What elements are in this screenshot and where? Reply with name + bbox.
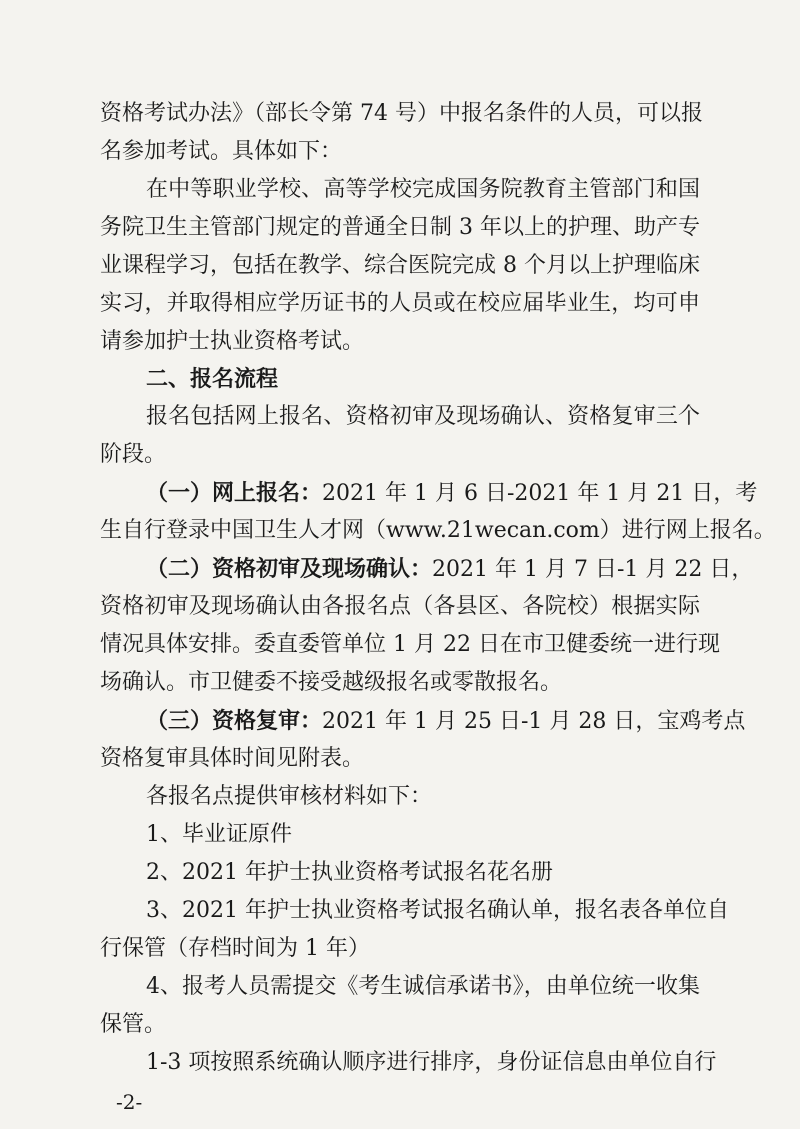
text-line: 业课程学习，包括在教学、综合医院完成 8 个月以上护理临床	[100, 253, 700, 278]
text-line	[146, 478, 758, 508]
text-line: 情况具体安排。委直委管单位 1 月 22 日在市卫健委统一进行现	[100, 632, 720, 657]
text-line: 各报名点提供审核材料如下：	[146, 784, 433, 809]
text-span: 2021 年 1 月 6 日-2021 年 1 月 21 日，考	[322, 481, 758, 506]
text-line: 名参加考试。具体如下：	[100, 139, 343, 164]
list-item: 2、2021 年护士执业资格考试报名花名册	[146, 860, 553, 885]
text-line	[146, 554, 754, 584]
text-line: 报名包括网上报名、资格初审及现场确认、资格复审三个	[146, 404, 700, 429]
text-span: 2021 年 1 月 7 日-1 月 22 日，	[432, 557, 754, 582]
text-line: 阶段。	[100, 442, 167, 467]
section-heading: 二、报名流程	[146, 366, 279, 392]
text-line: 资格复审具体时间见附表。	[100, 746, 365, 771]
text-line: 务院卫生主管部门规定的普通全日制 3 年以上的护理、助产专	[100, 215, 700, 240]
text-line: 实习，并取得相应学历证书的人员或在校应届毕业生，均可申	[100, 291, 700, 316]
text-span: 2021 年 1 月 25 日-1 月 28 日，宝鸡考点	[322, 709, 746, 734]
text-line: 请参加护士执业资格考试。	[100, 329, 365, 354]
subheading-re-examination: （三）资格复审：	[146, 708, 323, 734]
text-line	[146, 706, 746, 736]
text-line: 场确认。市卫健委不接受越级报名或零散报名。	[100, 670, 563, 695]
subheading-preliminary-review: （二）资格初审及现场确认：	[146, 556, 433, 582]
list-item: 4、报考人员需提交《考生诚信承诺书》，由单位统一收集	[146, 974, 700, 999]
text-line: 资格考试办法》（部长令第 74 号）中报名条件的人员，可以报	[100, 101, 703, 126]
text-line: 资格初审及现场确认由各报名点（各县区、各院校）根据实际	[100, 594, 700, 619]
text-line: 生自行登录中国卫生人才网（www.21wecan.com）进行网上报名。	[100, 518, 776, 543]
list-item: 1、毕业证原件	[146, 822, 292, 847]
page-number: -2-	[116, 1090, 143, 1114]
text-line: 1-3 项按照系统确认顺序进行排序，身份证信息由单位自行	[146, 1050, 717, 1075]
text-line: 保管。	[100, 1012, 167, 1037]
subheading-online-registration: （一）网上报名：	[146, 480, 323, 506]
list-item: 3、2021 年护士执业资格考试报名确认单，报名表各单位自	[146, 898, 729, 923]
text-line: 在中等职业学校、高等学校完成国务院教育主管部门和国	[146, 177, 700, 202]
text-line: 行保管（存档时间为 1 年）	[100, 936, 370, 961]
